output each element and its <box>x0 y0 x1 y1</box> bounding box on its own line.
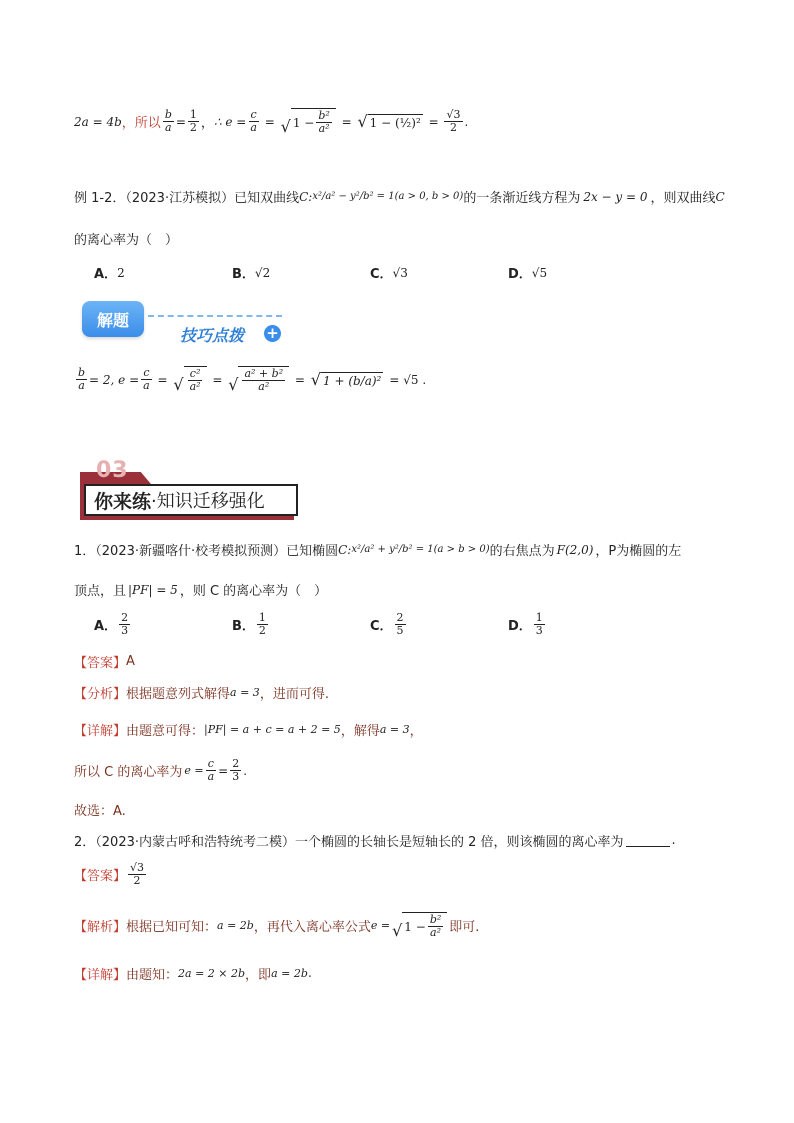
q1-option-b[interactable]: B． $\frac{1}{2}$ <box>232 611 266 638</box>
example-question-line1: 例 1-2．（2023·江苏模拟）已知双曲线 C: x²/a² − y²/b² = 1(a > 0, b > 0) 的一条渐近线方程为 2x − y = 0 ，则双曲线 C <box>74 189 725 206</box>
top-equation-line: 2a = 4b ，所以 $\frac{b}{a}$ = $\frac{1}{2}$ ， ∴ e = $\frac{c}{a}$ = √ 1 − $\frac{\text{b²}}{\text{a²}}$ = √ 1 − (½)² = $\frac{√3}{2}$ . <box>74 108 469 137</box>
tips-title: 技巧点拨 <box>180 326 245 345</box>
q1-line2: 顶点，且 |PF| = 5 ，则 C 的离心率为（ ） <box>74 582 328 599</box>
answer-blank[interactable] <box>626 834 670 847</box>
q1-choose: 故选：A. <box>74 804 126 819</box>
q2-stem: 2．（2023·内蒙古呼和浩特统考二模）一个椭圆的长轴长是短轴长的 2 倍，则该椭圆的离心率为 . <box>74 833 676 850</box>
tips-divider <box>148 315 282 317</box>
q1-detail: 【详解】 由题意可得： |PF| = a + c = a + 2 = 5 ，解得 a = 3 ， <box>74 723 423 739</box>
q2-analysis: 【解析】 根据已知可知： a = 2b ，再代入离心率公式 e = √ 1 − $\frac{\text{b²}}{\text{a²}}$ 即可. <box>74 913 480 941</box>
frac-b-over-a: $\frac{b}{a}$ <box>164 108 172 135</box>
option-d[interactable]: D． √5 <box>508 265 548 282</box>
plus-icon: + <box>264 325 281 342</box>
example-options <box>94 263 646 282</box>
q2-detail: 【详解】 由题知： 2a = 2 × 2b ，即 a = 2b . <box>74 966 313 983</box>
solution-line: $\frac{b}{a}$ = 2, e = $\frac{c}{a}$ = √ $\frac{\text{c²}}{\text{a²}}$ = √ $\frac{\text{a² + b²}}{\text{a²}}$ = √ 1 + (b/a)² = √5 . <box>78 366 427 395</box>
q1-line1: 1．（2023·新疆喀什·校考模拟预测）已知椭圆 C: x²/a² + y²/b² = 1(a > b > 0) 的右焦点为 F(2,0) ，P为椭圆的左 <box>74 542 682 559</box>
sqrt-one-minus-b2-a2: √ 1 − $\frac{\text{b²}}{\text{a²}}$ <box>281 108 336 135</box>
q1-answer: 【答案】 A <box>74 654 135 671</box>
q1-options <box>94 612 646 637</box>
hyperbola-equation: x²/a² − y²/b² = 1(a > 0, b > 0) <box>312 191 464 202</box>
option-a[interactable]: A． 2 <box>94 265 125 282</box>
q1-option-d[interactable]: D． $\frac{1}{3}$ <box>508 611 543 638</box>
ellipse-equation: x²/a² + y²/b² = 1(a > b > 0) <box>351 544 490 555</box>
eq-2a-4b: 2a = 4b <box>74 114 122 129</box>
tips-badge: 解题 <box>82 301 144 337</box>
asymptote-equation: 2x − y = 0 <box>583 189 648 204</box>
frac-sqrt3-over-2: $\frac{√3}{2}$ <box>446 108 461 135</box>
q1-so: 所以 C 的离心率为 e = $\frac{c}{a}$ = $\frac{2}{3}$ . <box>74 757 248 784</box>
frac-c-over-a: $\frac{c}{a}$ <box>250 108 257 135</box>
option-c[interactable]: C． √3 <box>370 265 408 282</box>
section-title: 你来练 ·知识迁移强化 <box>84 484 298 516</box>
q2-answer: 【答案】 $\frac{√3}{2}$ <box>74 861 145 888</box>
q1-option-a[interactable]: A． $\frac{2}{3}$ <box>94 611 129 638</box>
therefore-e: ∴ e = <box>213 114 247 129</box>
section-number: 03 <box>96 458 129 483</box>
q1-option-c[interactable]: C． $\frac{2}{5}$ <box>370 611 404 638</box>
sqrt-one-minus-half-sq: √ 1 − (½)² <box>357 111 421 131</box>
text-suoyi: ，所以 <box>121 116 161 132</box>
option-b[interactable]: B． √2 <box>232 265 271 282</box>
q1-analysis: 【分析】 根据题意列式解得 a = 3 ，进而可得. <box>74 686 329 702</box>
example-question-line2: 的离心率为（ ） <box>74 233 179 248</box>
frac-one-half: $\frac{1}{2}$ <box>189 108 197 135</box>
